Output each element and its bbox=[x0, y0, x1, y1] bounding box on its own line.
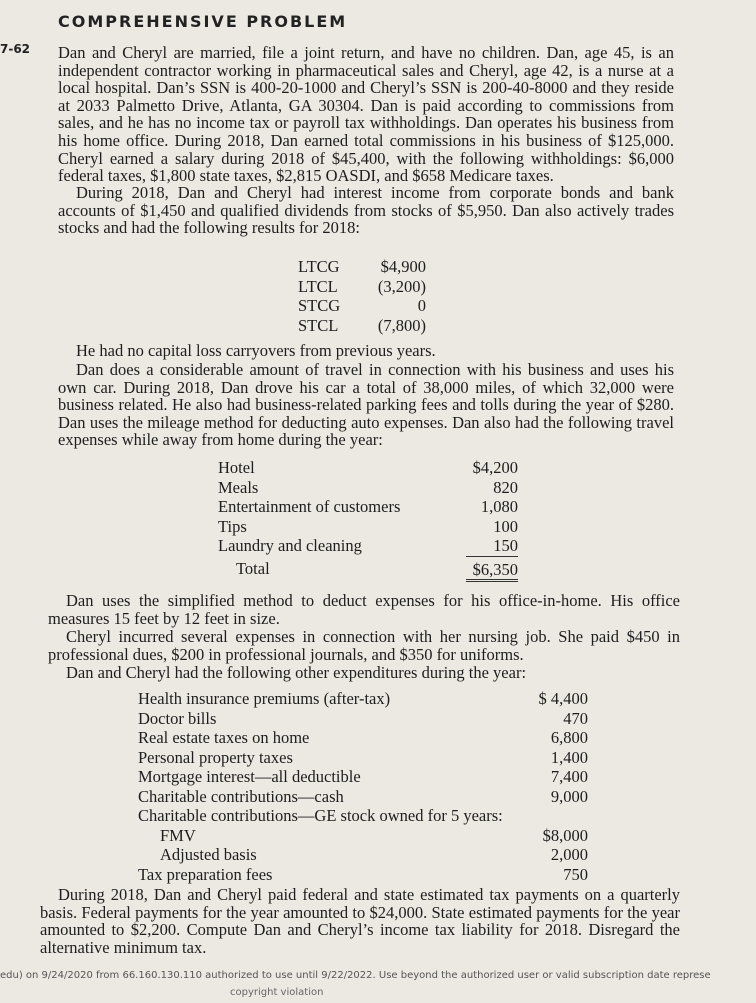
table-row: Charitable contributions—cash 9,000 bbox=[138, 786, 588, 806]
table-row: STCG 0 bbox=[298, 296, 426, 315]
table-row: Entertainment of customers 1,080 bbox=[218, 497, 518, 516]
table-row: Real estate taxes on home 6,800 bbox=[138, 728, 588, 747]
table-row: Personal property taxes 1,400 bbox=[138, 747, 588, 767]
table-row: Health insurance premiums (after-tax) $ 4,400 bbox=[138, 689, 588, 708]
table-row: Tips 100 bbox=[218, 516, 518, 536]
table-row: Mortgage interest—all deductible 7,400 bbox=[138, 767, 588, 786]
paragraph-interest: During 2018, Dan and Cheryl had interest income from corporate bonds and bank accounts of $1,450 and qualified dividends from stocks of $5,950. Dan also actively trades stocks and had the following results for 2018: bbox=[58, 183, 674, 238]
other-expenditures-table bbox=[138, 689, 588, 884]
table-row: Charitable contributions—GE stock owned for 5 years: bbox=[138, 806, 503, 825]
table-row: Adjusted basis 2,000 bbox=[160, 845, 588, 864]
travel-expense-table bbox=[218, 458, 518, 582]
table-row: Meals 820 bbox=[218, 477, 518, 497]
paragraph-estimated-payments: During 2018, Dan and Cheryl paid federal and state estimated tax payments on a quarterly basis. Federal payments for the year amounted to $24,000. State estimated payments for the year amounted to $2,200. Compute Dan and Cheryl’s income tax liability for 2018. Disregard the alternative minimum tax. bbox=[40, 885, 680, 957]
table-row: LTCL (3,200) bbox=[298, 276, 426, 296]
table-row: Laundry and cleaning 150 bbox=[218, 536, 518, 555]
table-row: STCL (7,800) bbox=[298, 315, 426, 335]
paragraph-intro: Dan and Cheryl are married, file a joint return, and have no children. Dan, age 45, is an independent contractor working in pharmaceutical sales and Cheryl, age 42, is a nurse at a local hospital. Dan’s SSN is 400-20-1000 and Cheryl’s SSN is 200-40-8000 and they reside at 2033 Palmetto Drive, Atlanta, GA 30304. Dan is paid according to commissions from sales, and he has no income tax or payroll tax withholdings. Dan operates his business from his home office. During 2018, Dan earned total commissions in his business of $125,000. Cheryl earned a salary during 2018 of $45,400, with the following withholdings: $6,000 federal taxes, $1,800 state taxes, $2,815 OASDI, and $658 Medicare taxes. bbox=[58, 43, 674, 186]
paragraph-other: Dan and Cheryl had the following other expenditures during the year: bbox=[66, 663, 527, 682]
section-heading: COMPREHENSIVE PROBLEM bbox=[58, 12, 348, 31]
copyright-notice: copyright violation bbox=[230, 987, 324, 998]
table-row: LTCG $4,900 bbox=[298, 257, 426, 276]
paragraph-carryover: He had no capital loss carryovers from previous years. bbox=[76, 341, 436, 360]
paragraph-cheryl: Cheryl incurred several expenses in connection with her nursing job. She paid $450 in professional dues, $200 in professional journals, and $350 for uniforms. bbox=[48, 627, 680, 664]
paragraph-travel: Dan does a considerable amount of travel in connection with his business and uses his own car. During 2018, Dan drove his car a total of 38,000 miles, of which 32,000 were business related. He also had business-related parking fees and tolls during the year of $280. Dan uses the mileage method for deducting auto expenses. Dan also had the following travel expenses while away from home during the year: bbox=[58, 360, 674, 450]
table-row: Doctor bills 470 bbox=[138, 708, 588, 728]
table-row: Tax preparation fees 750 bbox=[138, 864, 588, 884]
access-notice: edu) on 9/24/2020 from 66.160.130.110 authorized to use until 9/22/2022. Use beyond the authorized user or valid subscription date represe bbox=[0, 970, 711, 981]
paragraph-office: Dan uses the simplified method to deduct expenses for his office-in-home. His office measures 15 feet by 12 feet in size. bbox=[48, 591, 680, 628]
table-row: FMV $8,000 bbox=[160, 825, 588, 845]
table-row: Hotel $4,200 bbox=[218, 458, 518, 477]
capital-gains-table bbox=[298, 257, 426, 335]
problem-number: 7-62 bbox=[0, 42, 31, 56]
table-row-total: Total $6,350 bbox=[218, 556, 518, 581]
